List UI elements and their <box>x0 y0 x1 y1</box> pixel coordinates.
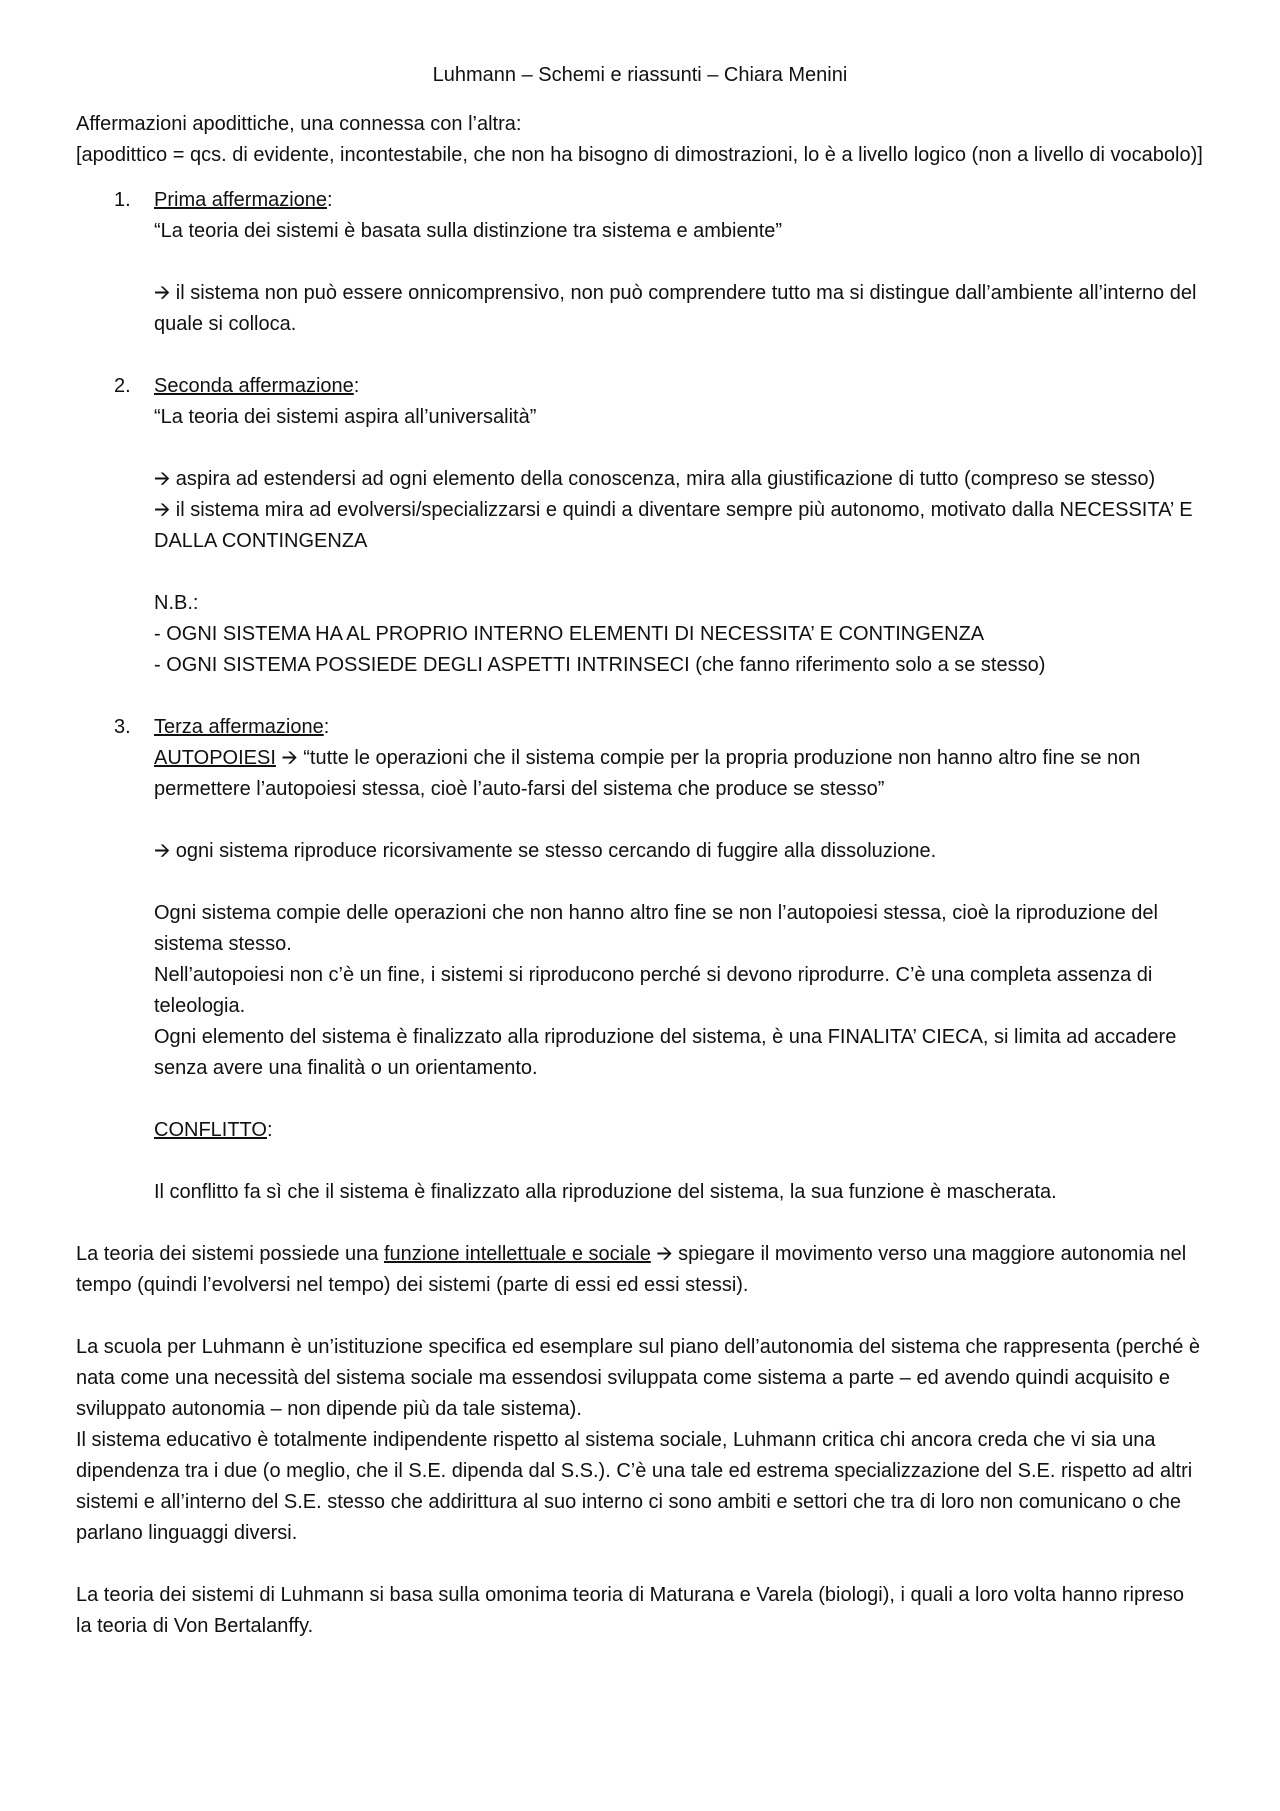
statement-paragraph: Nell’autopoiesi non c’è un fine, i sistemi si riproducono perché si devono riprodurre. C’è una completa assenza di teleologia. <box>154 964 1153 1017</box>
statement-1 <box>76 185 1204 340</box>
autopoiesi-definition <box>154 743 1204 805</box>
nb-line: - OGNI SISTEMA POSSIEDE DEGLI ASPETTI INTRINSECI (che fanno riferimento solo a se stesso) <box>154 654 1046 676</box>
autopoiesi-text: 🡪 “tutte le operazioni che il sistema compie per la propria produzione non hanno altro fine se non permettere l’autopoiesi stessa, cioè l’auto-farsi del sistema che produce se stesso” <box>154 747 1141 800</box>
underlined-phrase: funzione intellettuale e sociale <box>383 1243 651 1265</box>
statement-quote: “La teoria dei sistemi è basata sulla distinzione tra sistema e ambiente” <box>154 220 783 242</box>
conflict-text: Il conflitto fa sì che il sistema è finalizzato alla riproduzione del sistema, la sua funzione è mascherata. <box>154 1181 1057 1203</box>
heading-colon: : <box>266 1119 273 1141</box>
autopoiesi-term: AUTOPOIESI <box>154 747 276 769</box>
body-paragraph-1 <box>76 1239 1204 1301</box>
statement-explanation: 🡪 aspira ad estendersi ad ogni elemento della conoscenza, mira alla giustificazione di tutto (compreso se stesso) <box>154 468 1156 490</box>
heading-colon: : <box>353 375 360 397</box>
conflict-heading <box>154 1115 1204 1146</box>
statement-heading-text: Prima affermazione <box>154 189 328 211</box>
body-paragraph-4: La teoria dei sistemi di Luhmann si basa sulla omonima teoria di Maturana e Varela (biologi), i quali a loro volta hanno ripreso la teoria di Von Bertalanffy. <box>76 1584 1185 1637</box>
nb-title: N.B.: <box>154 592 199 614</box>
heading-colon: : <box>323 716 330 738</box>
statement-paragraph: Ogni sistema compie delle operazioni che non hanno altro fine se non l’autopoiesi stessa, cioè la riproduzione del sistema stesso. <box>154 902 1158 955</box>
document-title: Luhmann – Schemi e riassunti – Chiara Menini <box>432 64 848 86</box>
statement-3 <box>76 712 1204 1208</box>
body-paragraph-group <box>76 1332 1204 1549</box>
body-text: La teoria dei sistemi possiede una <box>76 1243 384 1265</box>
statement-heading-text: Seconda affermazione <box>154 375 354 397</box>
statement-heading-text: Terza affermazione <box>154 716 324 738</box>
body-text: 🡪 spiegare il movimento verso una maggiore autonomia nel tempo (quindi l’evolversi nel tempo) dei sistemi (parte di essi ed essi stessi). <box>76 1243 1187 1296</box>
intro-line-2: [apodittico = qcs. di evidente, incontestabile, che non ha bisogno di dimostrazioni, lo è a livello logico (non a livello di vocabolo)] <box>76 144 1203 166</box>
statement-number: 1. <box>114 189 131 211</box>
body-paragraph-2: La scuola per Luhmann è un’istituzione specifica ed esemplare sul piano dell’autonomia del sistema che rappresenta (perché è nata come una necessità del sistema sociale ma essendosi sviluppata come sistema a parte – ed avendo quindi acquisito e sviluppato autonomia – non dipende più da tale sistema). <box>76 1336 1201 1420</box>
statement-explanation: 🡪 il sistema mira ad evolversi/specializzarsi e quindi a diventare sempre più autonomo, motivato dalla NECESSITA’ E DALLA CONTINGENZA <box>154 499 1193 552</box>
nb-line: - OGNI SISTEMA HA AL PROPRIO INTERNO ELEMENTI DI NECESSITA’ E CONTINGENZA <box>154 623 985 645</box>
intro <box>76 109 1204 171</box>
statement-2 <box>76 371 1204 681</box>
heading-colon: : <box>327 189 333 211</box>
intro-line-1: Affermazioni apodittiche, una connessa con l’altra: <box>76 113 522 135</box>
statement-number: 3. <box>114 716 131 738</box>
body-paragraph-3: Il sistema educativo è totalmente indipendente rispetto al sistema sociale, Luhmann critica chi ancora creda che vi sia una dipendenza tra i due (o meglio, che il S.E. dipenda dal S.S.). C’è una tale ed estrema specializzazione del S.E. rispetto ad altri sistemi e all’interno del S.E. stesso che addirittura al suo interno ci sono ambiti e settori che tra di loro non comunicano o che parlano linguaggi diversi. <box>76 1429 1193 1544</box>
statement-number: 2. <box>114 375 131 397</box>
statement-paragraph: Ogni elemento del sistema è finalizzato alla riproduzione del sistema, è una FINALITA’ CIECA, si limita ad accadere senza avere una finalità o un orientamento. <box>154 1026 1177 1079</box>
conflict-title: CONFLITTO <box>154 1119 267 1141</box>
statement-quote: “La teoria dei sistemi aspira all’universalità” <box>154 406 537 428</box>
statement-heading <box>154 185 1204 216</box>
statement-explanation: 🡪 il sistema non può essere onnicomprensivo, non può comprendere tutto ma si distingue dall’ambiente all’interno del quale si colloca. <box>154 282 1197 335</box>
statement-heading <box>154 371 1204 402</box>
statement-explanation: 🡪 ogni sistema riproduce ricorsivamente se stesso cercando di fuggire alla dissoluzione. <box>154 840 937 862</box>
statements-list <box>76 185 1204 1208</box>
statement-heading <box>154 712 1204 743</box>
